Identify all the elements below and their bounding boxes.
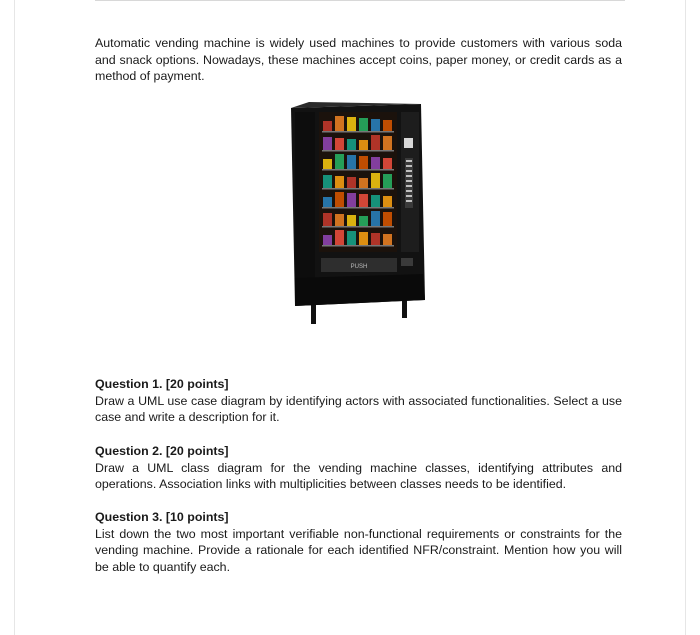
push-door-label: PUSH [350, 264, 368, 270]
question-3 [95, 509, 622, 575]
page-top-rule [95, 0, 625, 1]
question-1-title: Question 1. [20 points] [95, 377, 229, 391]
question-1 [95, 376, 622, 426]
question-3-title: Question 3. [10 points] [95, 510, 229, 524]
intro-paragraph: Automatic vending machine is widely used machines to provide customers with various soda and snack options. Nowadays, these machines accept coins, paper money, or credit cards as a method of payment. [95, 36, 622, 84]
question-2-title: Question 2. [20 points] [95, 444, 229, 458]
vending-machine-image [287, 100, 427, 326]
page-left-edge [14, 0, 15, 635]
page-right-edge [685, 0, 686, 635]
question-2-body: Draw a UML class diagram for the vending machine classes, identifying attributes and operations. Association links with multiplicities between classes needs to be identified. [95, 460, 622, 492]
question-3-body: List down the two most important verifiable non-functional requirements or constraints for the vending machine. Provide a rationale for each identified NFR/constraint. Mention how you will be able to quantify each. [95, 526, 622, 574]
question-2 [95, 443, 622, 493]
question-1-body: Draw a UML use case diagram by identifying actors with associated functionalities. Select a use case and write a description for it. [95, 393, 622, 425]
